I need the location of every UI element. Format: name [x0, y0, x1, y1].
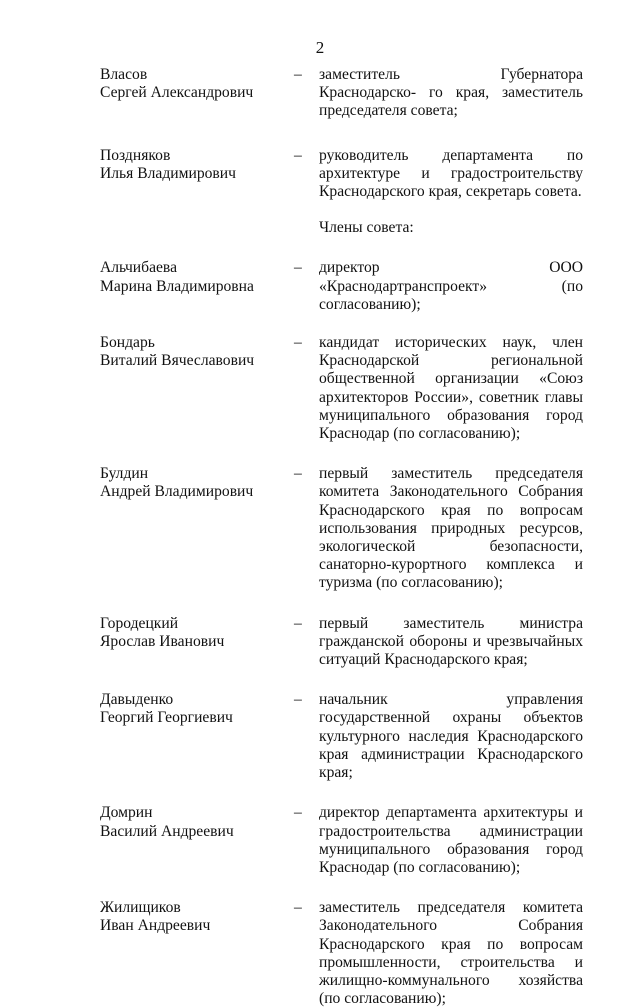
- list-item: [0, 899, 640, 1008]
- dash-separator: –: [294, 614, 302, 632]
- council-members-list: [0, 66, 640, 1008]
- person-given-names: Василий Андреевич: [100, 822, 234, 840]
- dash-separator: –: [294, 804, 302, 822]
- person-role: директор департамента архитектуры и градостроительства администрации муниципального образования город Краснодар (по согласованию);: [319, 804, 583, 876]
- person-surname: Давыденко: [100, 691, 174, 709]
- person-role: руководитель департамента по архитектуре и градостроительству Краснодарского края, секретарь совета.: [319, 146, 583, 201]
- person-role: заместитель Губернатора Краснодарско- го края, заместитель председателя совета;: [319, 66, 583, 120]
- dash-separator: –: [294, 66, 302, 83]
- dash-separator: –: [294, 465, 302, 483]
- person-name: [0, 691, 294, 782]
- person-name: [0, 615, 294, 670]
- list-item: [0, 147, 640, 202]
- person-given-names: Иван Андреевич: [100, 917, 211, 935]
- person-surname: Булдин: [100, 465, 149, 483]
- person-role: первый заместитель председателя комитета Законодательного Собрания Краснодарского края по вопросам использования природных ресурсов, экологической безопасности, санаторно-курортного комплекса и туризма (по согласованию);: [319, 465, 583, 592]
- dash-separator: –: [294, 259, 302, 277]
- person-surname: Власов: [100, 66, 148, 83]
- person-role: начальник управления государственной охраны объектов культурного наследия Краснодарского края администрации Краснодарского края;: [319, 691, 583, 782]
- person-name: [0, 66, 294, 121]
- person-surname: Домрин: [100, 804, 153, 822]
- person-given-names: Сергей Александрович: [100, 84, 254, 102]
- person-surname: Городецкий: [100, 614, 179, 632]
- dash-separator: –: [294, 334, 302, 352]
- list-item: [0, 465, 640, 592]
- person-given-names: Виталий Вячеславович: [100, 352, 255, 370]
- person-role: кандидат исторических наук, член Краснодарской региональной общественной организации «Союз архитекторов России», советник главы муниципального образования город Краснодар (по согласованию);: [319, 334, 583, 443]
- list-item: [0, 615, 640, 670]
- person-given-names: Илья Владимирович: [100, 164, 236, 182]
- person-name: [0, 334, 294, 443]
- person-name: [0, 259, 294, 314]
- list-item: [0, 804, 640, 877]
- members-heading: Члены совета:: [319, 219, 414, 237]
- person-surname: Жилищиков: [100, 899, 181, 917]
- dash-separator: –: [294, 146, 302, 164]
- person-surname: Бондарь: [100, 334, 155, 352]
- person-name: [0, 804, 294, 877]
- person-given-names: Ярослав Иванович: [100, 632, 225, 650]
- page-number: 2: [315, 38, 325, 57]
- list-item: [0, 691, 640, 782]
- person-name: [0, 899, 294, 1008]
- person-role: директор ООО «Краснодартранспроект» (по согласованию);: [319, 259, 583, 313]
- person-given-names: Георгий Георгиевич: [100, 709, 233, 727]
- list-item: [0, 66, 640, 121]
- person-role: первый заместитель министра гражданской обороны и чрезвычайных ситуаций Краснодарского края;: [319, 614, 583, 669]
- person-surname: Поздняков: [100, 146, 171, 164]
- dash-separator: –: [294, 691, 302, 709]
- person-role: заместитель председателя комитета Законодательного Собрания Краснодарского края по вопросам промышленности, строительства и жилищно-коммунального хозяйства (по согласованию);: [319, 899, 583, 1008]
- person-surname: Альчибаева: [100, 259, 178, 277]
- person-given-names: Марина Владимировна: [100, 277, 254, 295]
- person-given-names: Андрей Владимирович: [100, 483, 254, 501]
- list-item: [0, 334, 640, 443]
- dash-separator: –: [294, 899, 302, 917]
- person-name: [0, 147, 294, 202]
- list-item: [0, 259, 640, 314]
- person-name: [0, 465, 294, 592]
